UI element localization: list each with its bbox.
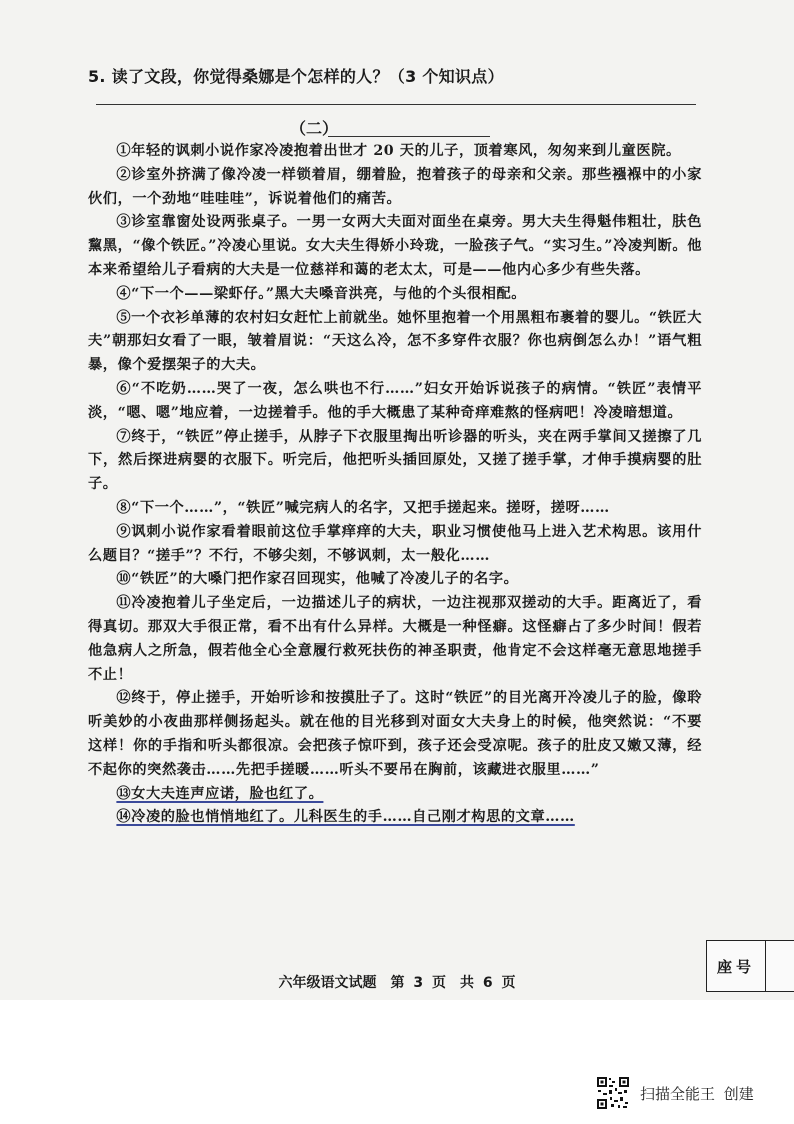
paragraph-4: ④“下一个——梁虾仔。”黑大夫嗓音洪亮，与他的个头很相配。	[116, 285, 527, 302]
paragraph-3: ③诊室靠窗处设两张桌子。一男一女两大夫面对面坐在桌旁。男大夫生得魁伟粗壮，肤色黧黑，“像个铁匠。”冷凌心里说。女大夫生得娇小玲珑，一脸孩子气。“实习生。”冷凌判断。他本来希望给儿子看病的大夫是一位慈祥和蔼的老太太，可是——他内心多少有些失落。	[88, 214, 702, 278]
paragraph-7: ⑦终于，“铁匠”停止搓手，从脖子下衣服里掏出听诊器的听头，夹在两手掌间又搓擦了几下，然后探进病婴的衣服下。听完后，他把听头插回原处，又搓了搓手掌，才伸手摸病婴的肚子。	[88, 428, 702, 493]
section-title-blank	[328, 136, 490, 137]
paragraph-13	[88, 783, 702, 807]
section-title: （二）	[290, 119, 339, 138]
paragraph-13-underlined: ⑬女大夫连声应诺，脸也红了。	[116, 785, 324, 802]
paragraph-9: ⑨讽刺小说作家看着眼前这位手掌痒痒的大夫，职业习惯使他马上进入艺术构思。该用什么题目？“搓手”？不行，不够尖刻，不够讽刺，太一般化……	[88, 523, 702, 564]
paragraph-12: ⑫终于，停止搓手，开始听诊和按摸肚子了。这时“铁匠”的目光离开冷凌儿子的脸，像聆听美妙的小夜曲那样侧扬起头。就在他的目光移到对面女大夫身上的时候，他突然说：“不要这样！你的手指和听头都很凉。会把孩子惊吓到，孩子还会受凉呢。孩子的肚皮又嫩又薄，经不起你的突然袭击……先把手搓暖……听头不要吊在胸前，该藏进衣服里……”	[88, 690, 702, 778]
paragraph-14-text: ⑭冷凌的脸也悄悄地红了。儿科医生的手……自己刚才构思的文章……	[116, 809, 575, 826]
paragraph-2: ②诊室外挤满了像冷凌一样锁着眉，绷着脸，抱着孩子的母亲和父亲。那些襁褓中的小家伙们，一个劲地“哇哇哇”，诉说着他们的痛苦。	[88, 166, 702, 207]
scanner-text: 扫描全能王 创建	[640, 1084, 754, 1103]
paragraph-6: ⑥“不吃奶……哭了一夜，怎么哄也不行……”妇女开始诉说孩子的病情。“铁匠”表情平淡，“嗯、嗯”地应着，一边搓着手。他的手大概患了某种奇痒难熬的怪病吧！冷凌暗想道。	[88, 380, 702, 421]
page-footer: 六年级语文试题 第 3 页 共 6 页	[278, 975, 516, 991]
seat-number-label: 座号	[707, 941, 766, 991]
qr-code-icon	[596, 1076, 630, 1110]
paragraph-10: ⑩“铁匠”的大嗓门把作家召回现实，他喊了冷凌儿子的名字。	[116, 571, 519, 588]
answer-line	[96, 104, 696, 105]
paragraph-5: ⑤一个衣衫单薄的农村妇女赶忙上前就坐。她怀里抱着一个用黑粗布裹着的婴儿。“铁匠大夫”朝那妇女看了一眼，皱着眉说：“天这么冷，怎不多穿件衣服？你也病倒怎么办！”语气粗暴，像个爱摆架子的大夫。	[88, 309, 702, 374]
paragraph-11: ⑪冷凌抱着儿子坐定后，一边描述儿子的病状，一边注视那双搓动的大手。距离近了，看得真切。那双大手很正常，看不出有什么异样。大概是一种怪癖。这怪癖占了多少时间！假若他急病人之所急，假若他全心全意履行救死扶伤的神圣职责，他肯定不会这样毫无意思地搓手不止！	[88, 595, 702, 683]
paragraph-8: ⑧“下一个……”，“铁匠”喊完病人的名字，又把手搓起来。搓呀，搓呀……	[116, 499, 610, 516]
scanner-watermark	[596, 1076, 754, 1110]
question-5: 5. 读了文段，你觉得桑娜是个怎样的人？（3 个知识点）	[88, 67, 504, 86]
paragraph-1: ①年轻的讽刺小说作家冷凌抱着出世才 20 天的儿子，顶着寒风，匆匆来到儿童医院。	[116, 143, 681, 159]
paragraph-14	[88, 806, 702, 830]
reading-passage	[88, 140, 702, 830]
